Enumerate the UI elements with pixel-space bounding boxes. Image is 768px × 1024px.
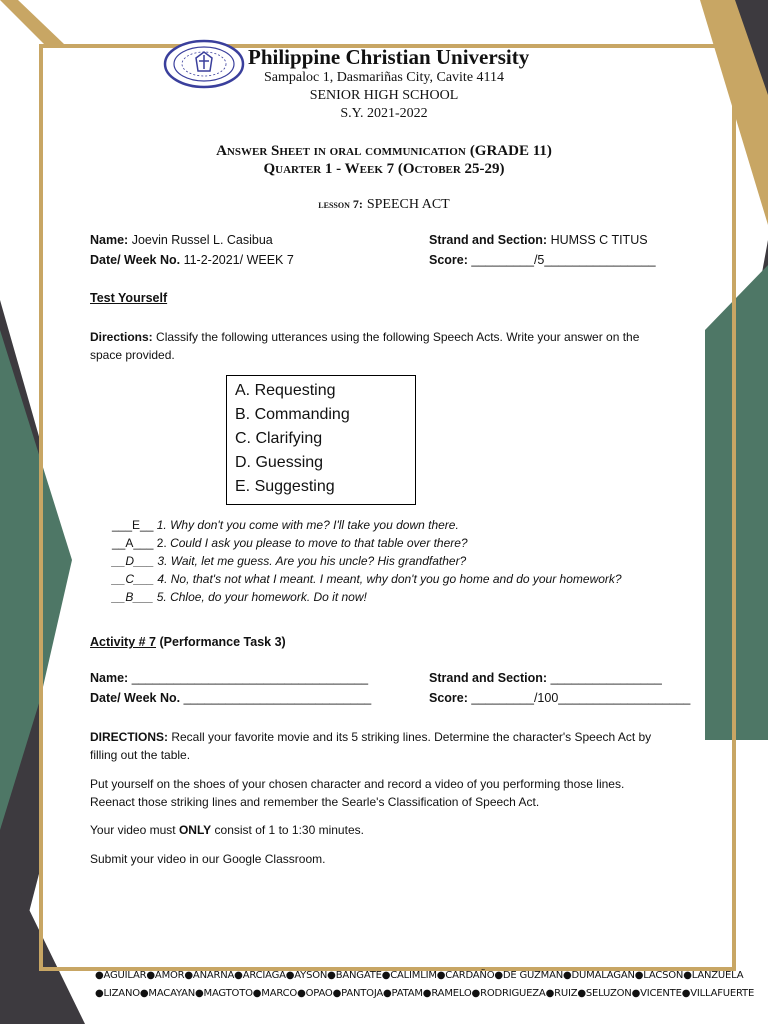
item-number: 3.: [157, 554, 168, 568]
date-label: Date/ Week No.: [90, 253, 181, 267]
item-number: 2.: [156, 536, 167, 550]
activity-subtitle: (Performance Task 3): [159, 635, 286, 649]
para3-pre: Your video must: [90, 823, 176, 837]
activity-date-row: [90, 691, 371, 705]
test-directions-line2: space provided.: [90, 348, 175, 362]
test-item-1: [112, 518, 459, 532]
activity-heading: [90, 635, 286, 649]
activity-name-row: [90, 671, 368, 685]
title-grade: (GRADE 11): [469, 143, 552, 159]
test-directions: [90, 328, 639, 346]
activity-strand-row: [429, 671, 662, 685]
strand-label: Strand and Section:: [429, 671, 548, 685]
score-value: _________/5________________: [471, 253, 656, 267]
activity-para2-line2: Reenact those striking lines and remember the Searle's Classification of Speech Act.: [90, 795, 540, 809]
document-title-line2: Quarter 1 - Week 7 (October 25-29): [263, 161, 505, 177]
lesson-name: SPEECH ACT: [366, 197, 450, 212]
directions-label: DIRECTIONS:: [90, 730, 168, 744]
gold-stripe-top-left: [0, 0, 64, 44]
choice-e: E. Suggesting: [235, 478, 335, 495]
score-row: [429, 253, 656, 267]
student-name-row: [90, 233, 273, 247]
name-label: Name:: [90, 233, 129, 247]
title-subject: Answer Sheet in oral communication: [216, 143, 466, 159]
directions-text: Classify the following utterances using the following Speech Acts. Write your answer on the: [156, 330, 640, 344]
item-text: Why don't you come with me? I'll take you down there.: [170, 518, 459, 532]
item-text: Chloe, do your homework. Do it now!: [170, 590, 367, 604]
footer-names-line1: ●AGUILAR●AMOR●ANARNA●ARCIAGA●AYSON●BANGATE●CALIMLIM●CARDAÑO●DE GUZMAN●DUMALAGAN●LACSON●LANZUELA: [95, 970, 744, 981]
test-heading: Test Yourself: [90, 291, 168, 305]
para3-post: consist of 1 to 1:30 minutes.: [214, 823, 364, 837]
activity-para3: [90, 821, 364, 839]
item-number: 5.: [156, 590, 167, 604]
activity-para4: Submit your video in our Google Classroom.: [90, 852, 326, 866]
activity-directions-line2: filling out the table.: [90, 748, 191, 762]
item-answer: __B___: [112, 590, 154, 604]
activity-directions: [90, 728, 651, 746]
item-answer: __D___: [112, 554, 155, 568]
test-item-3: [112, 554, 466, 568]
strand-value: HUMSS C TITUS: [550, 233, 648, 247]
item-answer: __A___: [112, 536, 154, 550]
item-text: Wait, let me guess. Are you his uncle? His grandfather?: [170, 554, 467, 568]
item-answer: ___E__: [112, 518, 154, 532]
item-answer: __C___: [112, 572, 155, 586]
date-blank: ___________________________: [183, 691, 372, 705]
university-name: Philippine Christian University: [248, 45, 530, 69]
choice-c: C. Clarifying: [235, 430, 323, 447]
test-item-5: [112, 590, 367, 604]
name-blank: __________________________________: [131, 671, 369, 685]
school-name: SENIOR HIGH SCHOOL: [309, 88, 459, 103]
score-blank: _________/100___________________: [471, 691, 691, 705]
item-text: Could I ask you please to move to that table over there?: [170, 536, 468, 550]
strand-row: [429, 233, 648, 247]
score-label: Score:: [429, 253, 468, 267]
para3-bold: ONLY: [178, 823, 212, 837]
item-number: 1.: [156, 518, 167, 532]
directions-label: Directions:: [90, 330, 153, 344]
footer-names-line2: ●LIZANO●MACAYAN●MAGTOTO●MARCO●OPAO●PANTOJA●PATAM●RAMELO●RODRIGUEZA●RUIZ●SELUZON●VICENTE●VILLAFUERTE: [95, 988, 755, 999]
date-label: Date/ Week No.: [90, 691, 181, 705]
activity-title: Activity # 7: [90, 635, 157, 649]
strand-label: Strand and Section:: [429, 233, 548, 247]
score-label: Score:: [429, 691, 468, 705]
date-row: [90, 253, 294, 267]
speech-act-choices-box: [226, 375, 416, 505]
name-value: Joevin Russel L. Casibua: [131, 233, 273, 247]
university-address: Sampaloc 1, Dasmariñas City, Cavite 4114: [263, 70, 505, 85]
item-text: No, that's not what I meant. I meant, why don't you go home and do your homework?: [170, 572, 622, 586]
choice-a: A. Requesting: [235, 382, 336, 399]
directions-text: Recall your favorite movie and its 5 striking lines. Determine the character's Speech Act by: [171, 730, 652, 744]
date-value: 11-2-2021/ WEEK 7: [183, 253, 294, 267]
lesson-title: [0, 195, 768, 213]
strand-blank: ________________: [550, 671, 662, 685]
activity-score-row: [429, 691, 690, 705]
choice-b: B. Commanding: [235, 406, 350, 423]
activity-para2-line1: Put yourself on the shoes of your chosen character and record a video of you performing those lines.: [90, 777, 625, 791]
test-item-2: [112, 536, 468, 550]
school-year: S.Y. 2021-2022: [340, 106, 428, 121]
choice-d: D. Guessing: [235, 454, 324, 471]
test-item-4: [112, 572, 622, 586]
item-number: 4.: [157, 572, 168, 586]
document-title-line1: [0, 142, 768, 160]
name-label: Name:: [90, 671, 129, 685]
lesson-number: lesson 7:: [318, 197, 363, 211]
